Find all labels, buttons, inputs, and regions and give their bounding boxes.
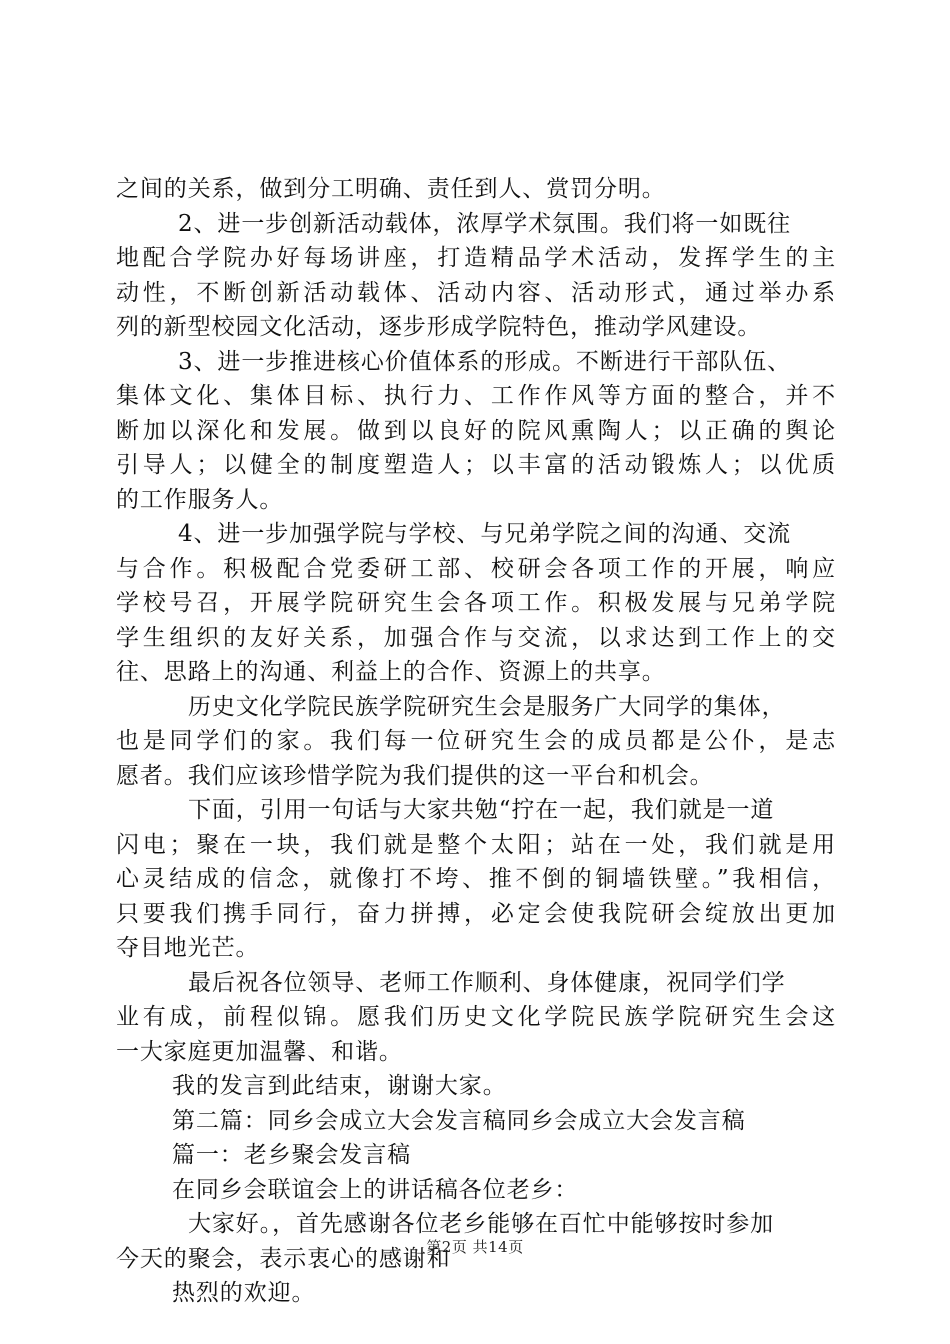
text-line: 动性，不断创新活动载体、活动内容、活动形式，通过举办系 — [116, 279, 836, 306]
text-line: 往、思路上的沟通、利益上的合作、资源上的共享。 — [116, 659, 666, 685]
text-line: 3、进一步推进核心价值体系的形成。不断进行干部队伍、 — [178, 348, 792, 375]
text-line: 只要我们携手同行，奋力拼搏，必定会使我院研会绽放出更加 — [116, 900, 836, 927]
text-line: 在同乡会联谊会上的讲话稿各位老乡： — [172, 1176, 579, 1203]
text-line: 闪电；聚在一块，我们就是整个太阳；站在一处，我们就是用 — [116, 831, 836, 858]
text-line: 2、进一步创新活动载体，浓厚学术氛围。我们将一如既往 — [178, 210, 792, 237]
text-line: 业有成，前程似锦。愿我们历史文化学院民族学院研究生会这 — [116, 1004, 836, 1030]
text-line: 断加以深化和发展。做到以良好的院风熏陶人；以正确的舆论 — [116, 417, 836, 444]
text-line: 一大家庭更加温馨、和谐。 — [116, 1038, 403, 1065]
text-line: 夺目地光芒。 — [116, 935, 260, 961]
text-line: 学校号召，开展学院研究生会各项工作。积极发展与兄弟学院 — [116, 590, 836, 616]
text-line: 引导人；以健全的制度塑造人；以丰富的活动锻炼人；以优质 — [116, 452, 836, 478]
text-line: 最后祝各位领导、老师工作顺利、身体健康，祝同学们学 — [188, 969, 786, 996]
text-line: 地配合学院办好每场讲座，打造精品学术活动，发挥学生的主 — [116, 245, 836, 271]
subsection-heading: 篇一：老乡聚会发言稿 — [172, 1142, 411, 1168]
text-line: 愿者。我们应该珍惜学院为我们提供的这一平台和机会。 — [116, 762, 714, 789]
text-line: 大家好。，首先感谢各位老乡能够在百忙中能够按时参加 — [188, 1211, 774, 1237]
text-line: 4、进一步加强学院与学校、与兄弟学院之间的沟通、交流 — [178, 521, 792, 547]
text-line: 学生组织的友好关系，加强合作与交流，以求达到工作上的交 — [116, 624, 836, 651]
text-line: 之间的关系，做到分工明确、责任到人、赏罚分明。 — [116, 176, 666, 202]
text-line: 下面，引用一句话与大家共勉“拧在一起，我们就是一道 — [188, 797, 775, 823]
page-number-footer: 第2页 共14页 — [426, 1238, 524, 1256]
text-line: 也是同学们的家。我们每一位研究生会的成员都是公仆，是志 — [116, 728, 836, 754]
document-body — [116, 172, 836, 1311]
text-line: 集体文化、集体目标、执行力、工作作风等方面的整合，并不 — [116, 383, 836, 409]
text-line: 的工作服务人。 — [116, 486, 284, 513]
text-line: 列的新型校园文化活动，逐步形成学院特色，推动学风建设。 — [116, 314, 762, 340]
text-line: 心灵结成的信念，就像打不垮、推不倒的铜墙铁壁。”我相信， — [116, 866, 836, 892]
text-line: 热烈的欢迎。 — [172, 1280, 316, 1306]
section-heading: 第二篇：同乡会成立大会发言稿同乡会成立大会发言稿 — [172, 1107, 746, 1134]
text-line: 与合作。积极配合党委研工部、校研会各项工作的开展，响应 — [116, 555, 836, 582]
text-line: 今天的聚会，表示衷心的感谢和 — [116, 1245, 451, 1272]
text-line: 我的发言到此结束，谢谢大家。 — [172, 1073, 507, 1099]
text-line: 历史文化学院民族学院研究生会是服务广大同学的集体， — [188, 693, 786, 720]
